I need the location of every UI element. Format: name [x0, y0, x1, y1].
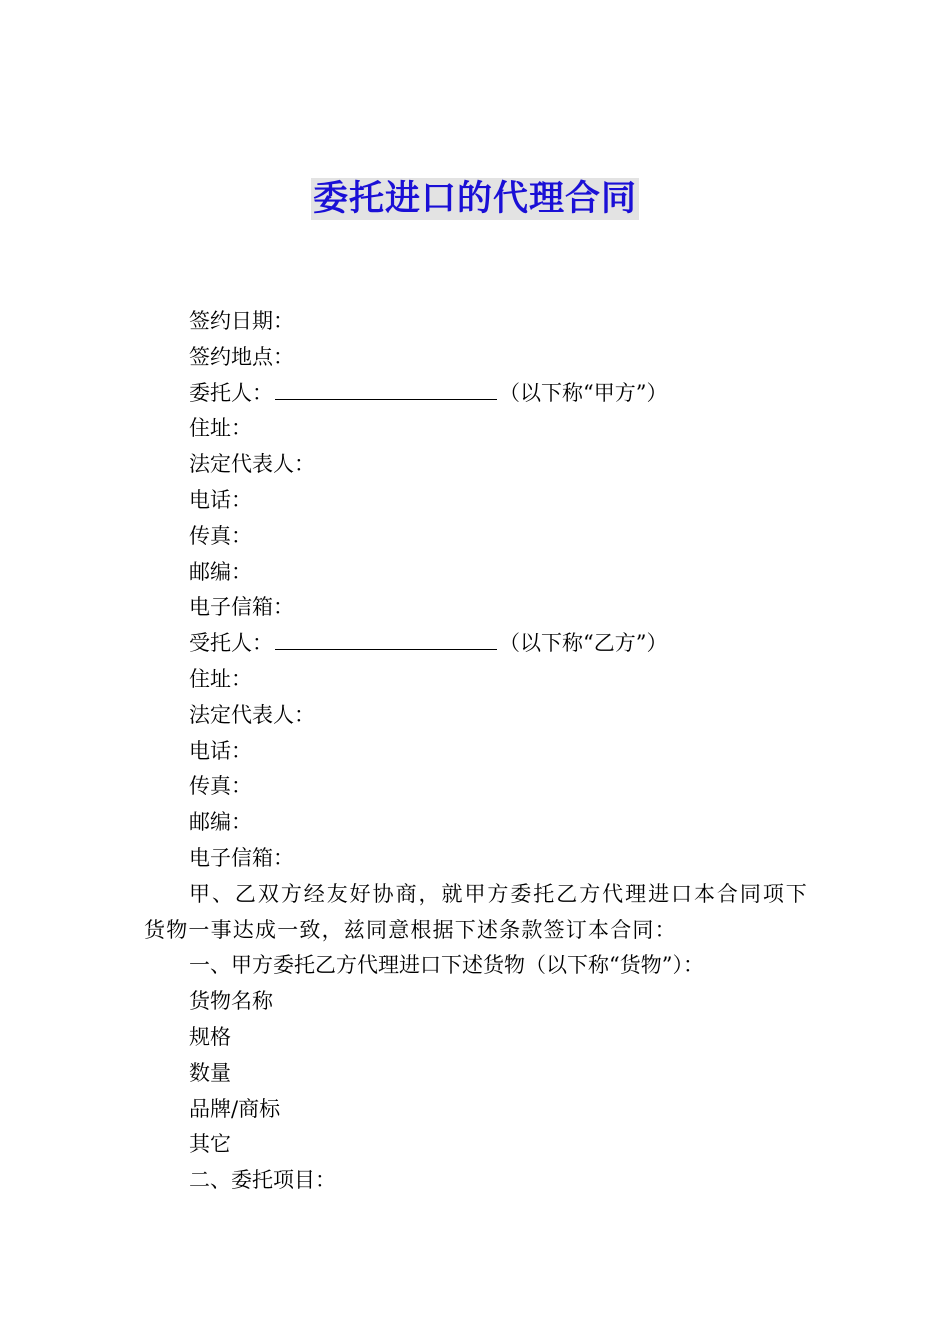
document-title: 委托进口的代理合同: [312, 179, 637, 219]
party-b-suffix: （以下称“乙方”）: [499, 631, 668, 656]
goods-quantity: 数量: [189, 1060, 231, 1085]
goods-brand: 品牌/商标: [189, 1096, 281, 1121]
party-a-address: 住址：: [189, 416, 252, 441]
party-a-legal-rep: 法定代表人：: [189, 452, 315, 477]
party-b-label: 受托人：: [189, 631, 273, 656]
party-b-phone: 电话：: [189, 738, 252, 763]
party-a-line: [144, 376, 808, 412]
goods-other: 其它: [189, 1132, 231, 1157]
party-a-blank[interactable]: [275, 377, 497, 400]
preamble-paragraph: 甲、乙双方经友好协商，就甲方委托乙方代理进口本合同项下货物一事达成一致，兹同意根据下述条款签订本合同：: [144, 881, 808, 942]
party-a-suffix: （以下称“甲方”）: [499, 380, 668, 405]
party-a-fax: 传真：: [189, 523, 252, 548]
party-b-email: 电子信箱：: [189, 845, 294, 870]
goods-name: 货物名称: [189, 989, 273, 1014]
party-a-email: 电子信箱：: [189, 595, 294, 620]
party-a-postcode: 邮编：: [189, 559, 252, 584]
sign-date-line: 签约日期：: [189, 309, 294, 333]
clause-2: 二、委托项目：: [189, 1168, 336, 1193]
party-b-address: 住址：: [189, 666, 252, 691]
title-block: [0, 178, 950, 220]
party-b-blank[interactable]: [275, 627, 497, 650]
party-b-postcode: 邮编：: [189, 810, 252, 835]
sign-place-line: 签约地点：: [189, 344, 294, 369]
clause-1: 一、甲方委托乙方代理进口下述货物（以下称“货物”）：: [189, 953, 704, 978]
party-a-phone: 电话：: [189, 487, 252, 512]
party-b-fax: 传真：: [189, 774, 252, 799]
document-body: [144, 304, 808, 1199]
party-b-line: [144, 626, 808, 662]
party-a-label: 委托人：: [189, 380, 273, 405]
goods-spec: 规格: [189, 1024, 231, 1049]
party-b-legal-rep: 法定代表人：: [189, 702, 315, 727]
